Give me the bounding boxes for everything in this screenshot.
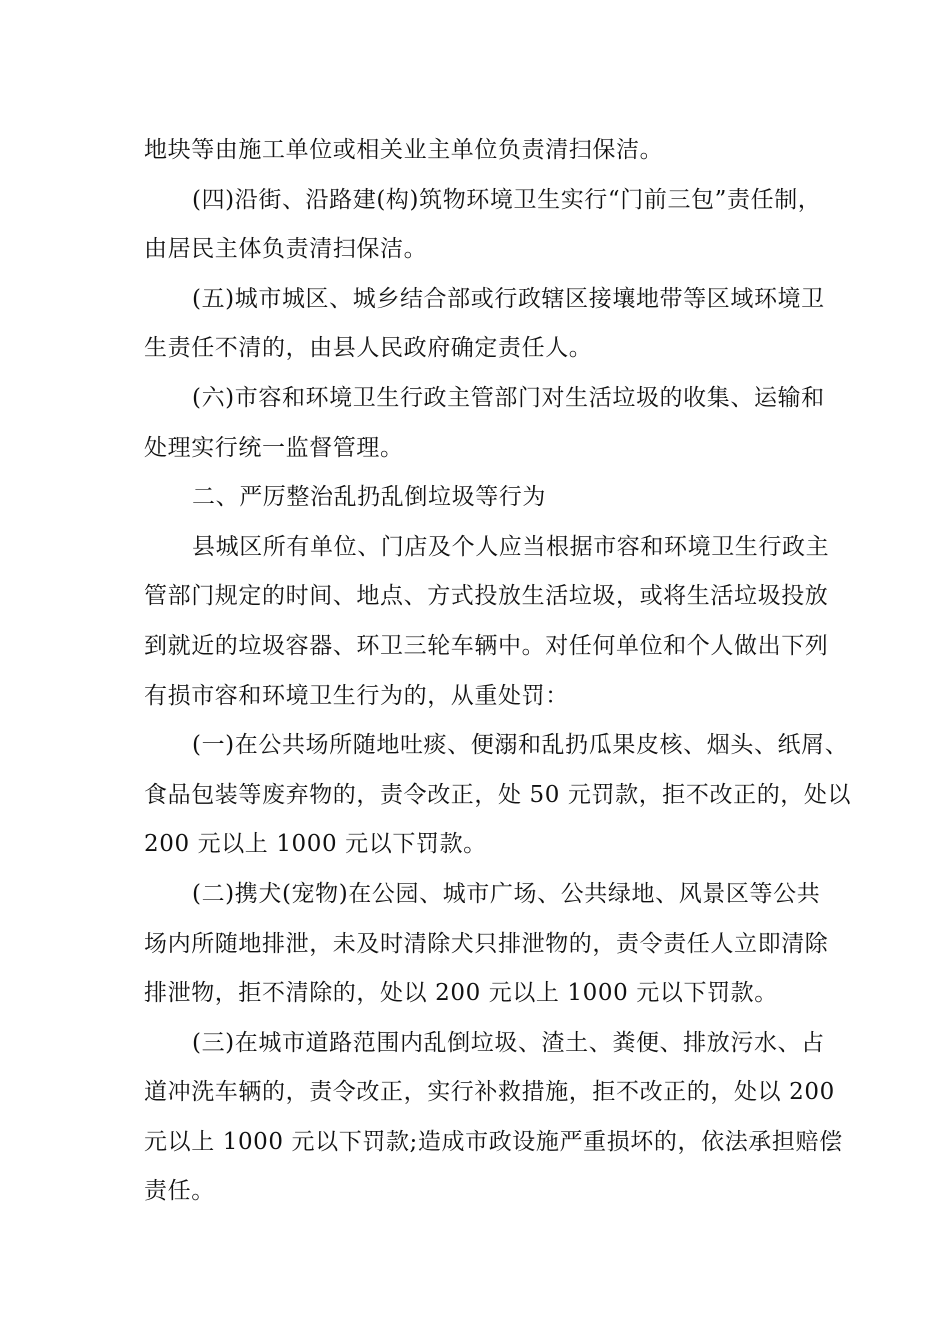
text-line: 排泄物，拒不清除的，处以 200 元以上 1000 元以下罚款。 <box>144 980 778 1007</box>
paragraph-penalty-3 <box>144 1019 843 1217</box>
paragraph-item-6 <box>144 374 824 473</box>
document-body <box>144 126 852 1217</box>
text-line: 责任。 <box>144 1178 215 1205</box>
text-line: (六)市容和环境卫生行政主管部门对生活垃圾的收集、运输和 <box>192 384 825 411</box>
text-line: 县城区所有单位、门店及个人应当根据市容和环境卫生行政主 <box>192 533 830 560</box>
text-line: 道冲洗车辆的，责令改正，实行补救措施，拒不改正的，处以 200 <box>144 1079 835 1106</box>
text-line: (二)携犬(宠物)在公园、城市广场、公共绿地、风景区等公共 <box>192 880 821 907</box>
text-line: 处理实行统一监督管理。 <box>144 434 404 461</box>
paragraph-penalty-2 <box>144 870 829 1019</box>
section-heading-text: 二、严厉整治乱扔乱倒垃圾等行为 <box>192 484 546 511</box>
text-line: 200 元以上 1000 元以下罚款。 <box>144 831 487 858</box>
text-line: (一)在公共场所随地吐痰、便溺和乱扔瓜果皮核、烟头、纸屑、 <box>192 732 849 759</box>
paragraph-penalty-1 <box>144 721 852 870</box>
paragraph-item-4 <box>144 176 824 275</box>
text-line: 由居民主体负责清扫保洁。 <box>144 236 428 263</box>
paragraph-item-5 <box>144 275 824 374</box>
section-heading <box>144 473 824 523</box>
text-line: (四)沿街、沿路建(构)筑物环境卫生实行“门前三包”责任制， <box>192 186 822 213</box>
text-line: (三)在城市道路范围内乱倒垃圾、渣土、粪便、排放污水、占 <box>192 1029 825 1056</box>
text-line: 到就近的垃圾容器、环卫三轮车辆中。对任何单位和个人做出下列 <box>144 632 829 659</box>
text-line: (五)城市城区、城乡结合部或行政辖区接壤地带等区域环境卫 <box>192 285 825 312</box>
text-line: 有损市容和环境卫生行为的，从重处罚： <box>144 682 569 709</box>
text-line: 食品包装等废弃物的，责令改正，处 50 元罚款，拒不改正的，处以 <box>144 781 852 808</box>
paragraph-continuation <box>144 126 824 176</box>
text-line: 元以上 1000 元以下罚款;造成市政设施严重损坏的，依法承担赔偿 <box>144 1128 843 1155</box>
text-line: 场内所随地排泄，未及时清除犬只排泄物的，责令责任人立即清除 <box>144 930 829 957</box>
text-line: 地块等由施工单位或相关业主单位负责清扫保洁。 <box>144 137 664 163</box>
text-line: 生责任不清的，由县人民政府确定责任人。 <box>144 335 593 362</box>
paragraph-intro <box>144 523 830 721</box>
text-line: 管部门规定的时间、地点、方式投放生活垃圾，或将生活垃圾投放 <box>144 583 829 610</box>
